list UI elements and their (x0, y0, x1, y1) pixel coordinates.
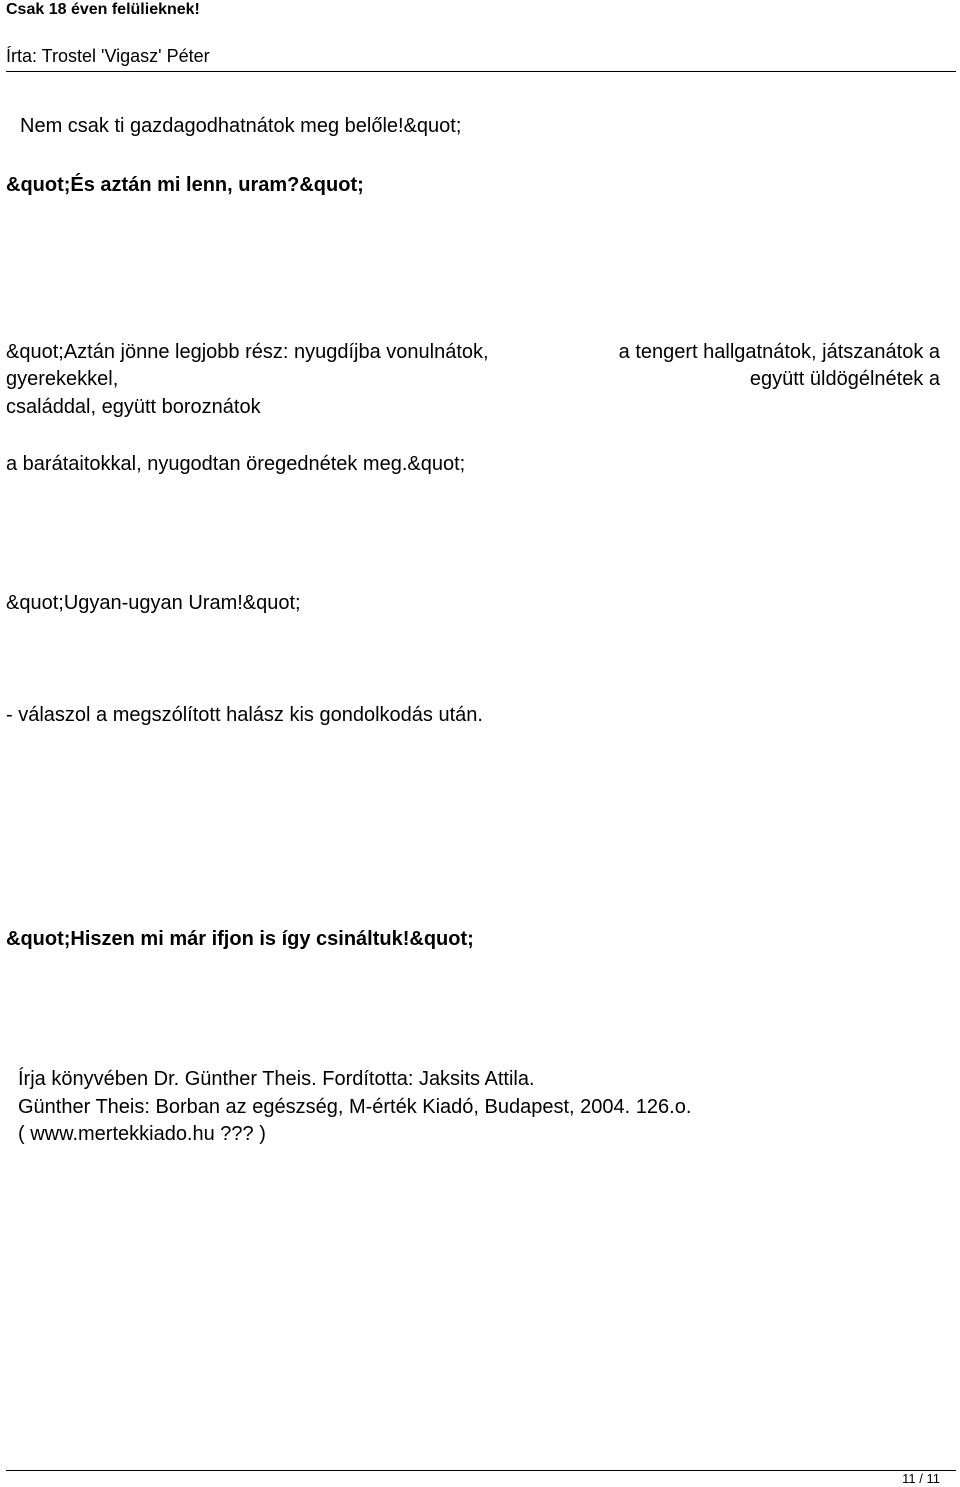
credits-line-1: Írja könyvében Dr. Günther Theis. Fordította: Jaksits Attila. (18, 1068, 535, 1090)
para3-col1-line2: gyerekekkel, (6, 368, 119, 390)
credits-line-3: ( www.mertekkiado.hu ??? ) (18, 1123, 266, 1145)
para3-col1-line3: családdal, együtt boroznátok (6, 396, 261, 418)
header-divider (6, 71, 956, 72)
para3-col1-line1: &quot;Aztán jönne legjobb rész: nyugdíjba vonulnátok, (6, 341, 489, 363)
document-title: Csak 18 éven felülieknek! (6, 1, 200, 18)
paragraph-line-2: &quot;És aztán mi lenn, uram?&quot; (6, 174, 364, 196)
paragraph-line-1: Nem csak ti gazdagodhatnátok meg belőle!&quot; (20, 115, 462, 137)
paragraph-line-5: &quot;Ugyan-ugyan Uram!&quot; (6, 592, 301, 614)
para3-col2-line2: együtt üldögélnétek a (749, 368, 940, 390)
page-number: 11 / 11 (902, 1471, 940, 1486)
credits-line-2: Günther Theis: Borban az egészség, M-érték Kiadó, Budapest, 2004. 126.o. (18, 1096, 692, 1118)
paragraph-line-7: &quot;Hiszen mi már ifjon is így csináltuk!&quot; (6, 928, 474, 950)
footer-divider (6, 1470, 956, 1471)
author-line: Írta: Trostel 'Vigasz' Péter (6, 46, 210, 66)
para3-col2-line1: a tengert hallgatnátok, játszanátok a (618, 341, 940, 363)
paragraph-line-4: a barátaitokkal, nyugodtan öregednétek meg.&quot; (6, 453, 466, 475)
paragraph-line-6: - válaszol a megszólított halász kis gondolkodás után. (6, 704, 483, 726)
